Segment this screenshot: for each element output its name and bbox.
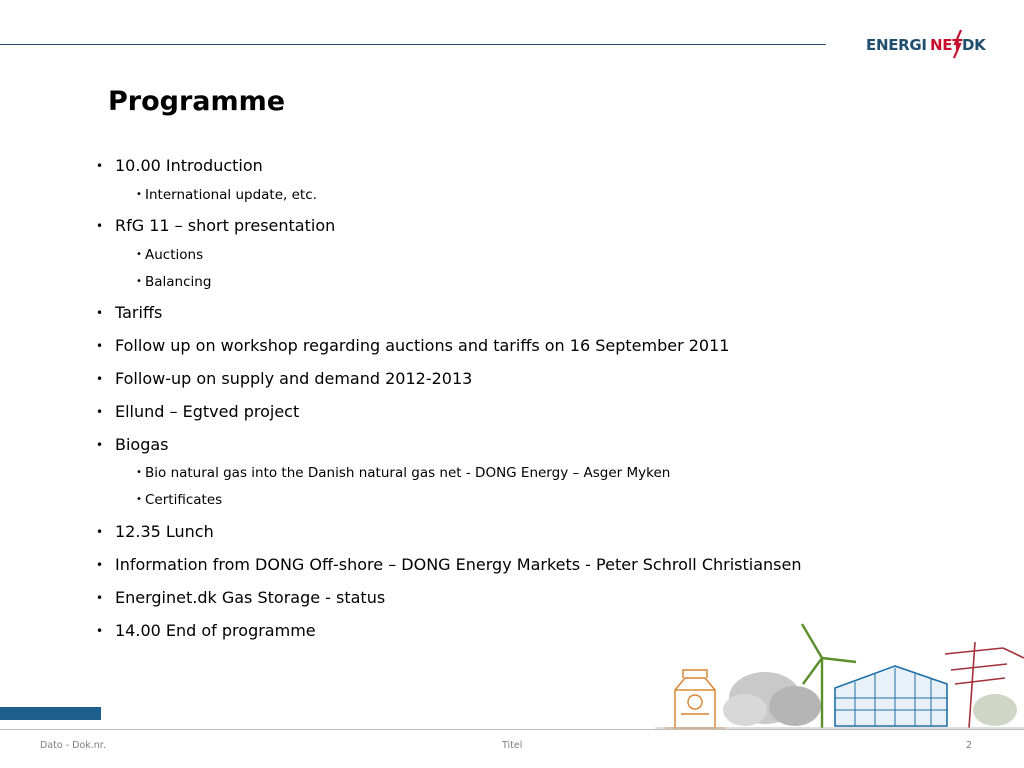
footer-rule — [0, 729, 1024, 730]
bullet-icon: • — [136, 249, 142, 260]
footer-date-docnr: Dato - Dok.nr. — [40, 740, 106, 751]
logo-text-energi: ENERGI — [866, 36, 927, 54]
agenda-item-text: Follow-up on supply and demand 2012-2013 — [115, 369, 473, 388]
agenda-item-text: Follow up on workshop regarding auctions and tariffs on 16 September 2011 — [115, 336, 730, 355]
agenda-item-text: Balancing — [145, 274, 212, 290]
agenda-item-text: RfG 11 – short presentation — [115, 216, 336, 235]
agenda-item-text: Ellund – Egtved project — [115, 402, 300, 421]
accent-bar — [0, 707, 101, 720]
bullet-icon: • — [96, 558, 104, 572]
agenda-item-text: 10.00 Introduction — [115, 156, 263, 175]
agenda-item-text: Bio natural gas into the Danish natural gas net - DONG Energy – Asger Myken — [145, 465, 671, 481]
bullet-icon: • — [136, 494, 142, 505]
bullet-icon: • — [136, 467, 142, 478]
page-number: 2 — [966, 740, 973, 751]
agenda-item-text: 12.35 Lunch — [115, 522, 214, 541]
bullet-icon: • — [96, 525, 104, 539]
bullet-icon: • — [96, 405, 104, 419]
bullet-icon: • — [96, 372, 104, 386]
agenda-item-text: Certificates — [145, 492, 223, 508]
agenda-item-text: Energinet.dk Gas Storage - status — [115, 588, 386, 607]
energy-illustration — [655, 618, 1024, 730]
logo-text-dk: DK — [962, 36, 986, 54]
agenda-item-text: Auctions — [145, 247, 204, 263]
bullet-icon: • — [96, 624, 104, 638]
logo-text-net: NET — [930, 36, 963, 54]
bullet-icon: • — [136, 276, 142, 287]
bullet-icon: • — [96, 438, 104, 452]
bullet-icon: • — [96, 219, 104, 233]
bullet-icon: • — [96, 339, 104, 353]
slide-title: Programme — [108, 86, 286, 117]
energinet-logo — [866, 28, 988, 62]
bullet-icon: • — [96, 591, 104, 605]
agenda-item-text: International update, etc. — [145, 187, 317, 203]
bullet-icon: • — [96, 306, 104, 320]
header-rule — [0, 44, 826, 45]
footer-title: Titel — [502, 740, 523, 751]
agenda-item-text: 14.00 End of programme — [115, 621, 316, 640]
bullet-icon: • — [96, 159, 104, 173]
agenda-item-text: Tariffs — [115, 303, 163, 322]
bullet-icon: • — [136, 189, 142, 200]
agenda-item-text: Information from DONG Off-shore – DONG Energy Markets - Peter Schroll Christiansen — [115, 555, 802, 574]
agenda-item-text: Biogas — [115, 435, 169, 454]
